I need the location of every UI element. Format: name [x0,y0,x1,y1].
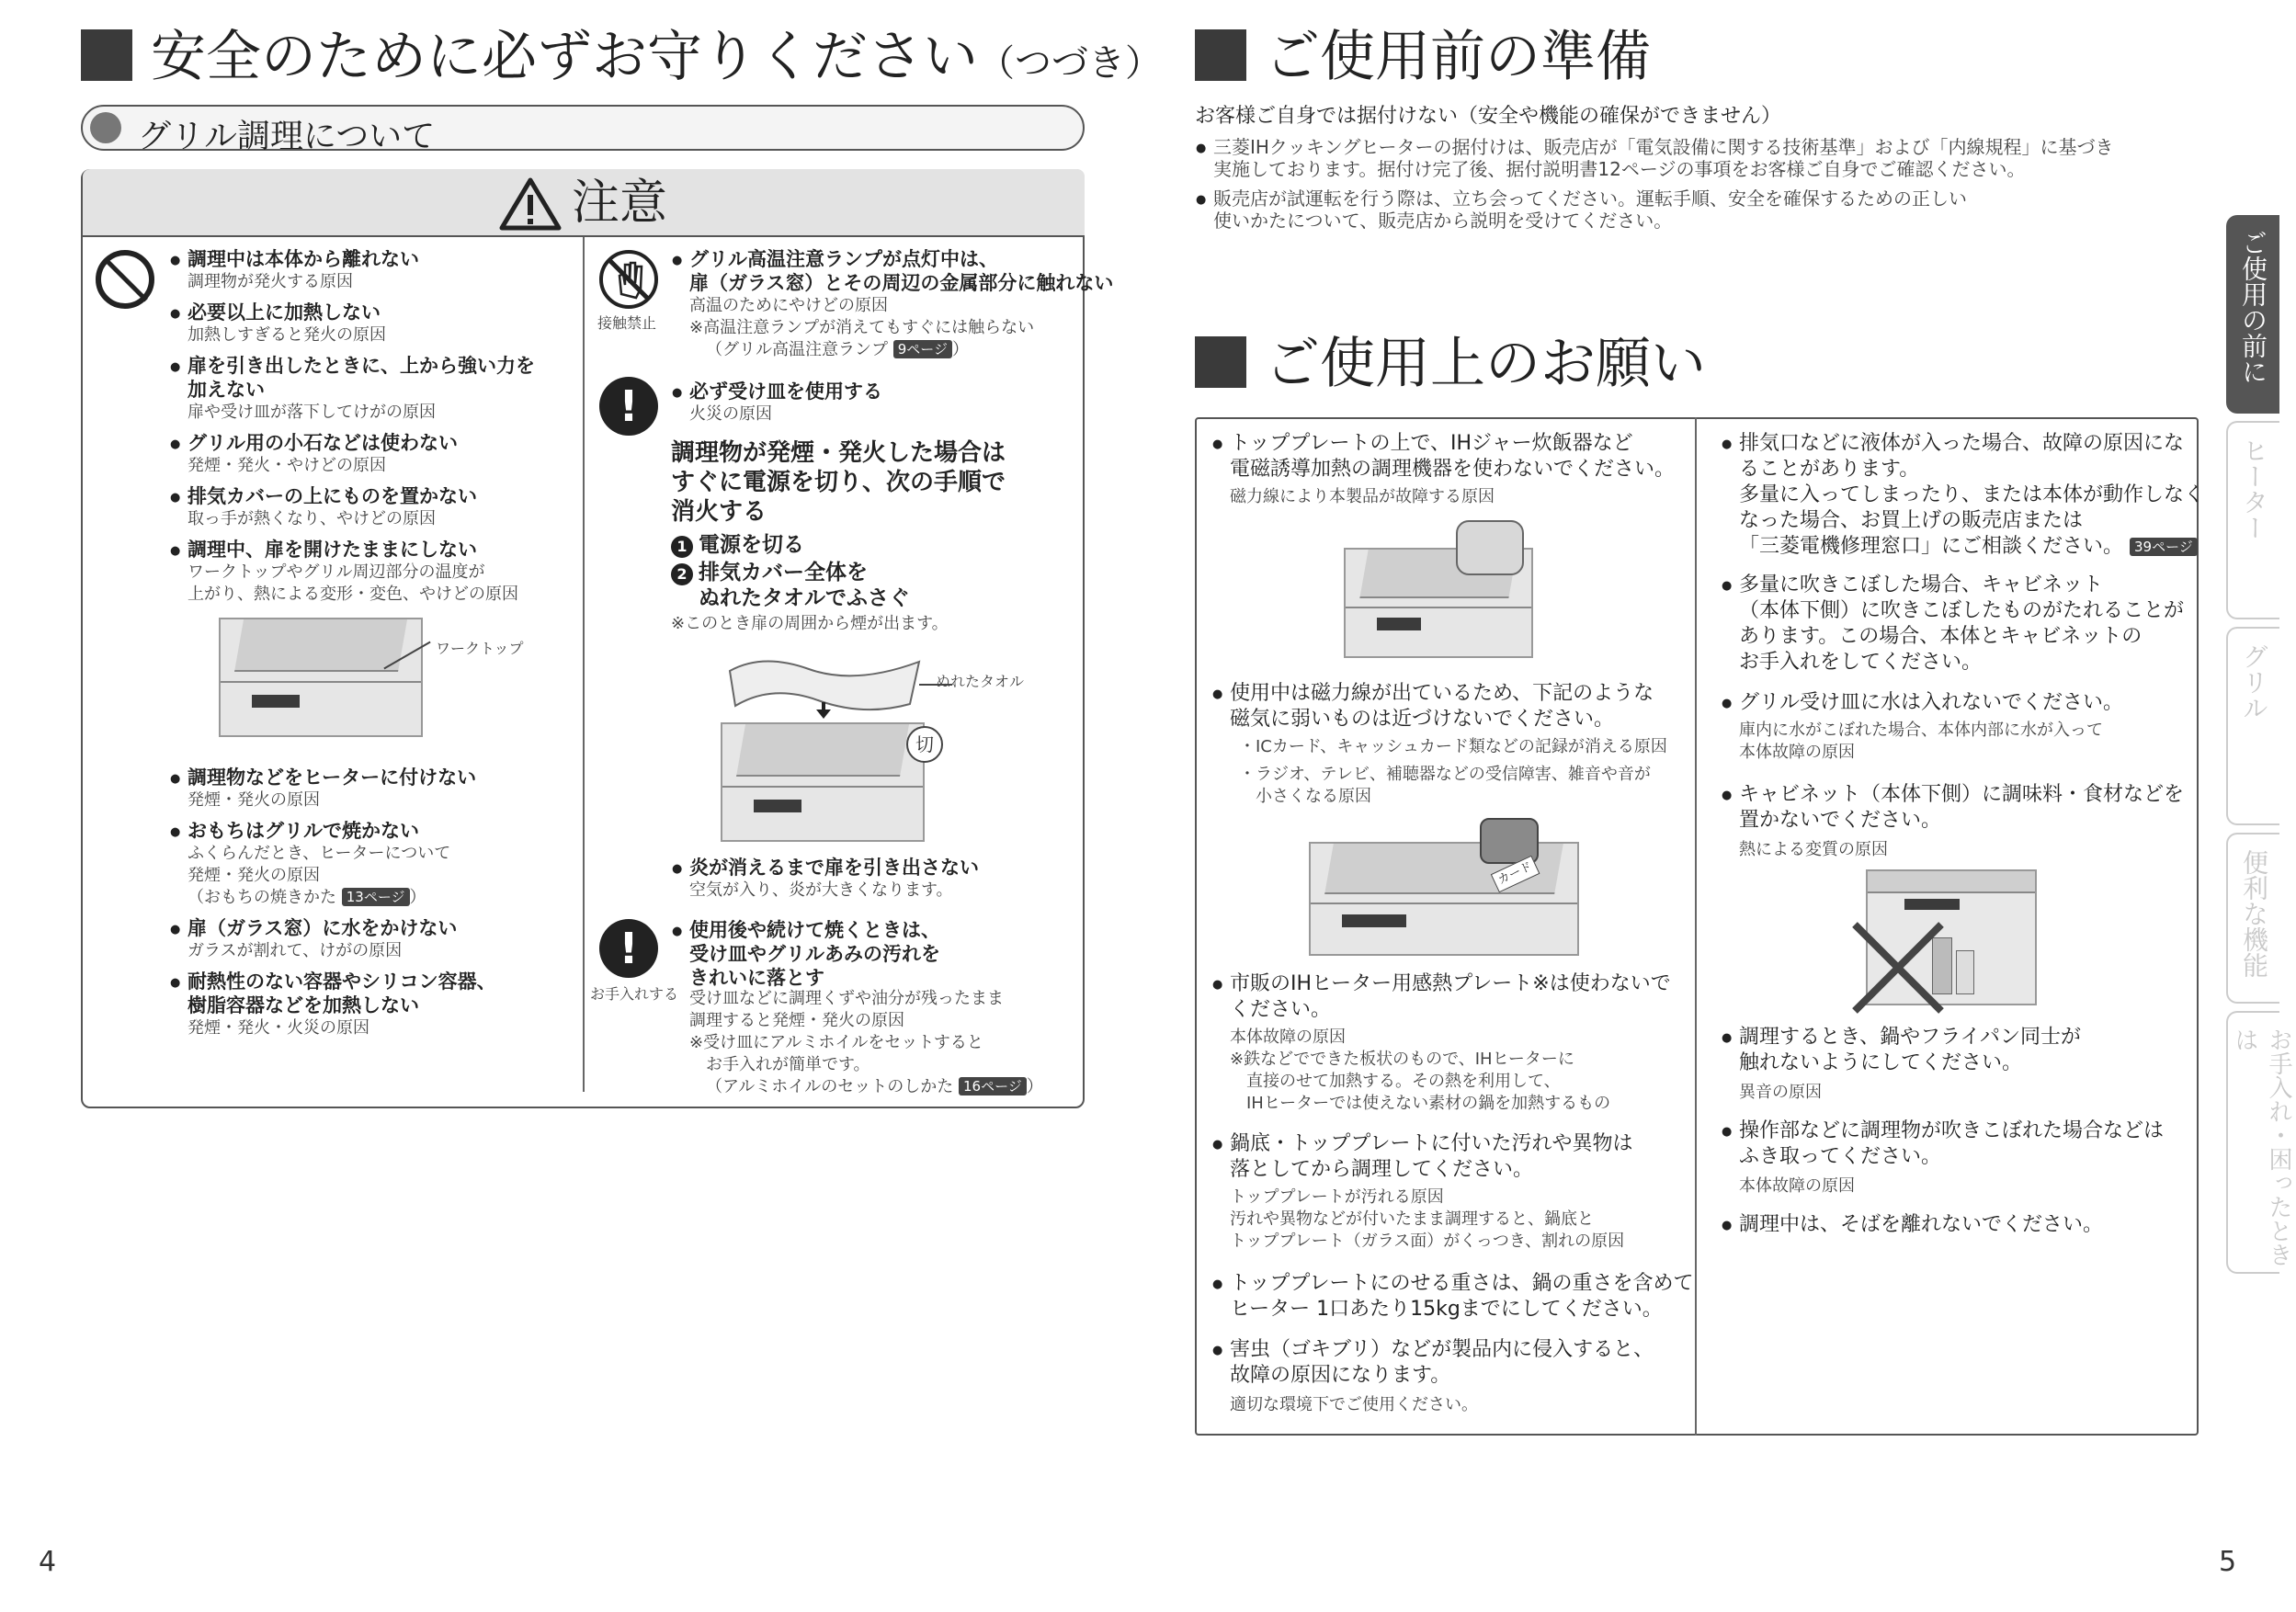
page-ref-badge[interactable]: 13ページ [342,888,410,906]
caution-item-1: ● 調理中は本体から離れない [188,248,419,271]
prep-item-2: ● 販売店が試運転を行う際は、立ち会ってください。運転手順、安全を確保するための正しい [1213,187,1967,210]
tab-grill[interactable]: グリル [2226,627,2279,825]
caution-item-6-reason-2: 上がり、熱による変形・変色、やけどの原因 [188,585,518,604]
section-bullet-icon [90,112,121,143]
fire-instruction-1: 調理物が発煙・発火した場合は [671,439,1006,467]
request-liquid-vent-line4: なった場合、お買上げの販売店または [1739,509,2084,532]
column-divider [1695,417,1697,1436]
repair-window-ref: 「三菱電機修理窓口」にご相談ください。 39ページ [1739,535,2198,559]
caution-item-1-reason: 調理物が発火する原因 [188,272,353,291]
request-liquid-vent: ● 排気口などに液体が入った場合、故障の原因にな [1739,432,2184,456]
caution-item-3: ● 扉を引き出したときに、上から強い力を [188,355,535,378]
grill-section-heading: グリル調理について [81,105,1085,151]
grill-lamp-caution: ● グリル高温注意ランプが点灯中は、 [689,248,998,271]
prohibited-cross-icon [1847,917,1949,1018]
caution-item-8-reason: ふくらんだとき、ヒーターについて [188,844,451,863]
caution-item-2: ● 必要以上に加熱しない [188,301,381,324]
prep-item-2-line2: 使いかたについて、販売店から説明を受けてください。 [1213,210,1673,232]
magnetic-note-3: 小さくなる原因 [1239,787,1371,806]
request-spill-line4: お手入れをしてください。 [1739,651,1983,674]
caution-item-3-line2: 加えない [188,379,265,401]
request-no-heat-plate-line2: ください。 [1230,998,1332,1021]
grill-lamp-reason: 高温のためにやけどの原因 [689,296,888,315]
mandatory-icon: ! [599,377,658,436]
caution-item-6: ● 調理中、扉を開けたままにしない [188,539,477,562]
column-divider [583,237,585,1092]
grill-lamp-note: ※高温注意ランプが消えてもすぐには触らない [689,318,1035,337]
request-spill-line2: （本体下側）に吹きこぼしたものがたれることが [1739,599,2185,622]
heat-plate-note-1: ※鉄などでできた板状のもので、IHヒーターに [1230,1050,1574,1069]
clean-after-use-line3: きれいに落とす [689,967,824,989]
step-2-line2: ぬれたタオルでふさぐ [699,586,910,610]
request-pots-touch: ● 調理するとき、鍋やフライパン同士が [1739,1026,2081,1050]
clean-note-2: お手入れが簡単です。 [689,1055,870,1074]
prep-item-1-line2: 実施しております。据付け完了後、据付説明書12ページの事項をお客様ご自身でご確認ください。 [1213,158,2026,180]
request-wipe-controls: ● 操作部などに調理物が吹きこぼれた場合などは [1739,1119,2164,1143]
request-no-ih-rice-cooker: ● トッププレートの上で、IHジャー炊飯器など [1230,432,1633,456]
request-cabinet: ● キャビネット（本体下側）に調味料・食材などを [1739,783,2184,807]
do-not-open-door: ● 炎が消えるまで扉を引き出さない [689,857,979,880]
page-number-right: 5 [2219,1546,2237,1578]
prep-lead: お客様ご自身では据付けない（安全や機能の確保ができません） [1195,105,1782,128]
caution-item-10-reason: 発煙・発火・火災の原因 [188,1018,369,1038]
caution-item-10-line2: 樹脂容器などを加熱しない [188,994,419,1016]
caution-item-9-reason: ガラスが割れて、けがの原因 [188,941,403,960]
caution-item-4: ● グリル用の小石などは使わない [188,432,458,455]
mochi-page-ref: （おもちの焼きかた 13ページ ） [188,888,426,907]
prep-item-1: ● 三菱IHクッキングヒーターの据付けは、販売店が「電気設備に関する技術基準」および「内線規程」に基づき [1213,136,2114,158]
left-page-title: 安全のために必ずお守りください（つづき） [81,28,1162,93]
fire-instruction-2: すぐに電源を切り、次の手順で [671,469,1006,496]
clean-reason-2: 調理すると発煙・発火の原因 [689,1011,904,1030]
clean-reason-1: 受け皿などに調理くずや油分が残ったまま [689,989,1004,1008]
tab-care-trouble[interactable]: お手入れ・困ったときは [2226,1011,2279,1274]
pests-note: 適切な環境下でご使用ください。 [1230,1395,1478,1414]
heat-plate-reason: 本体故障の原因 [1230,1027,1346,1047]
pots-touch-reason: 異音の原因 [1739,1083,1822,1102]
request-magnetic-line2: 磁気に弱いものは近づけないでください。 [1230,708,1615,731]
magnetic-illustration [1309,842,1579,956]
clean-pot-reason-3: トッププレート（ガラス面）がくっつき、割れの原因 [1230,1232,1625,1251]
warning-triangle-icon [498,176,563,232]
prohibited-icon [96,250,154,309]
caution-item-8: ● おもちはグリルで焼かない [188,820,419,843]
clean-pot-reason-1: トッププレートが汚れる原因 [1230,1187,1444,1207]
do-not-open-door-reason: 空気が入り、炎が大きくなります。 [689,880,953,900]
caution-item-7-reason: 発煙・発火の原因 [188,790,320,810]
grill-cooktop-illustration [721,722,925,842]
request-clean-pot-line2: 落としてから調理してください。 [1230,1158,1534,1181]
no-touch-icon [599,250,658,309]
clean-after-use-line2: 受け皿やグリルあみの汚れを [689,943,940,965]
magnetic-note-2: ・ラジオ、テレビ、補聴器などの受信障害、雑音や音が [1239,765,1651,784]
caution-item-5-reason: 取っ手が熱くなり、やけどの原因 [188,509,436,528]
page-ref-badge[interactable]: 39ページ [2130,538,2198,556]
caution-item-10: ● 耐熱性のない容器やシリコン容器、 [188,971,496,993]
smoke-note: ※このとき扉の周囲から煙が出ます。 [671,614,949,633]
fire-instruction-3: 消火する [671,498,767,526]
request-weight-limit: ● トッププレートにのせる重さは、鍋の重さを含めて [1230,1272,1693,1296]
request-magnetic: ● 使用中は磁力線が出ているため、下記のような [1230,682,1654,706]
request-clean-pot: ● 鍋底・トッププレートに付いた汚れや異物は [1230,1132,1632,1156]
use-drip-tray-reason: 火災の原因 [689,404,772,424]
request-pests: ● 害虫（ゴキブリ）などが製品内に侵入すると、 [1230,1338,1654,1362]
power-off-icon: 切 [906,726,943,763]
foil-page-ref: （アルミホイルのセットのしかた 16ページ ） [706,1077,1043,1096]
caution-item-7: ● 調理物などをヒーターに付けない [188,766,476,789]
request-pests-line2: 故障の原因になります。 [1230,1364,1451,1387]
requests-title: ご使用上のお願い [1195,335,1706,393]
tab-heater[interactable]: ヒーター [2226,421,2279,619]
care-icon: ! [599,919,658,978]
heat-plate-note-3: IHヒーターでは使えない素材の鍋を加熱するもの [1230,1094,1611,1113]
page-ref-badge[interactable]: 16ページ [959,1077,1027,1095]
request-cabinet-line2: 置かないでください。 [1739,809,1942,832]
caution-item-3-reason: 扉や受け皿が落下してけがの原因 [188,403,436,422]
caution-item-9: ● 扉（ガラス窓）に水をかけない [188,917,457,940]
towel-label: ぬれたタオル [936,673,1025,690]
tab-functions[interactable]: 便利な機能 [2226,833,2279,1004]
request-spill-line3: あります。この場合、本体とキャビネットの [1739,625,2143,648]
water-tray-reason-1: 庫内に水がこぼれた場合、本体内部に水が入って [1739,721,2103,740]
magnetic-note-1: ・ICカード、キャッシュカード類などの記録が消える原因 [1239,737,1667,756]
step-2: 2 排気カバー全体を [671,561,868,586]
prep-title: ご使用前の準備 [1195,28,1651,86]
wipe-controls-reason: 本体故障の原因 [1739,1176,1855,1196]
caution-item-8-reason-2: 発煙・発火の原因 [188,866,320,885]
worktop-label: ワークトップ [436,640,524,657]
grill-lamp-caution-line2: 扉（ガラス窓）とその周辺の金属部分に触れない [689,272,1114,294]
caution-item-6-reason: ワークトップやグリル周辺部分の温度が [188,562,485,582]
page-ref-badge[interactable]: 9ページ [893,340,952,358]
tab-before-use[interactable]: ご使用の前に [2226,215,2279,414]
card-icon: カード [1491,856,1540,892]
grill-lamp-page-ref: （グリル高温注意ランプ 9ページ ） [706,340,969,359]
caution-label: 注意 [572,176,668,231]
use-drip-tray: ● 必ず受け皿を使用する [689,380,882,403]
request-wipe-controls-line2: ふき取ってください。 [1739,1145,1942,1168]
caution-item-2-reason: 加熱しすぎると発火の原因 [188,325,386,345]
request-no-water-tray: ● グリル受け皿に水は入れないでください。 [1739,691,2123,715]
worktop-illustration [219,618,423,737]
request-spill: ● 多量に吹きこぼした場合、キャビネット [1739,573,2103,597]
care-label: お手入れする [590,985,679,1003]
step-1: 1 電源を切る [671,533,804,559]
request-no-heat-plate: ● 市販のIHヒーター用感熱プレート※は使わないで [1230,972,1671,996]
request-1-reason: 磁力線により本製品が故障する原因 [1230,487,1495,506]
clean-note-1: ※受け皿にアルミホイルをセットすると [689,1033,983,1052]
no-touch-label: 接触禁止 [597,314,657,332]
caution-item-5: ● 排気カバーの上にものを置かない [188,485,477,508]
caution-item-4-reason: 発煙・発火・やけどの原因 [188,456,386,475]
clean-pot-reason-2: 汚れや異物などが付いたまま調理すると、鍋底と [1230,1209,1594,1229]
request-pots-touch-line2: 触れないようにしてください。 [1739,1051,2023,1074]
page-number-left: 4 [39,1546,57,1578]
request-no-ih-rice-cooker-line2: 電磁誘導加熱の調理機器を使わないでください。 [1230,458,1676,481]
request-liquid-vent-line3: 多量に入ってしまったり、または本体が動作しなく [1739,483,2205,506]
rice-cooker-icon [1456,520,1524,575]
wet-towel-illustration [726,653,928,717]
request-weight-limit-line2: ヒーター 1口あたり15kgまでにしてください。 [1230,1298,1663,1321]
clean-after-use: ● 使用後や続けて焼くときは、 [689,919,940,942]
cabinet-reason: 熱による変質の原因 [1739,840,1888,859]
request-stay-near: ● 調理中は、そばを離れないでください。 [1739,1213,2103,1237]
heat-plate-note-2: 直接のせて加熱する。その熱を利用して、 [1230,1072,1561,1091]
request-liquid-vent-line2: ることがあります。 [1739,458,1920,481]
water-tray-reason-2: 本体故障の原因 [1739,743,1855,762]
caution-header [83,169,1085,237]
